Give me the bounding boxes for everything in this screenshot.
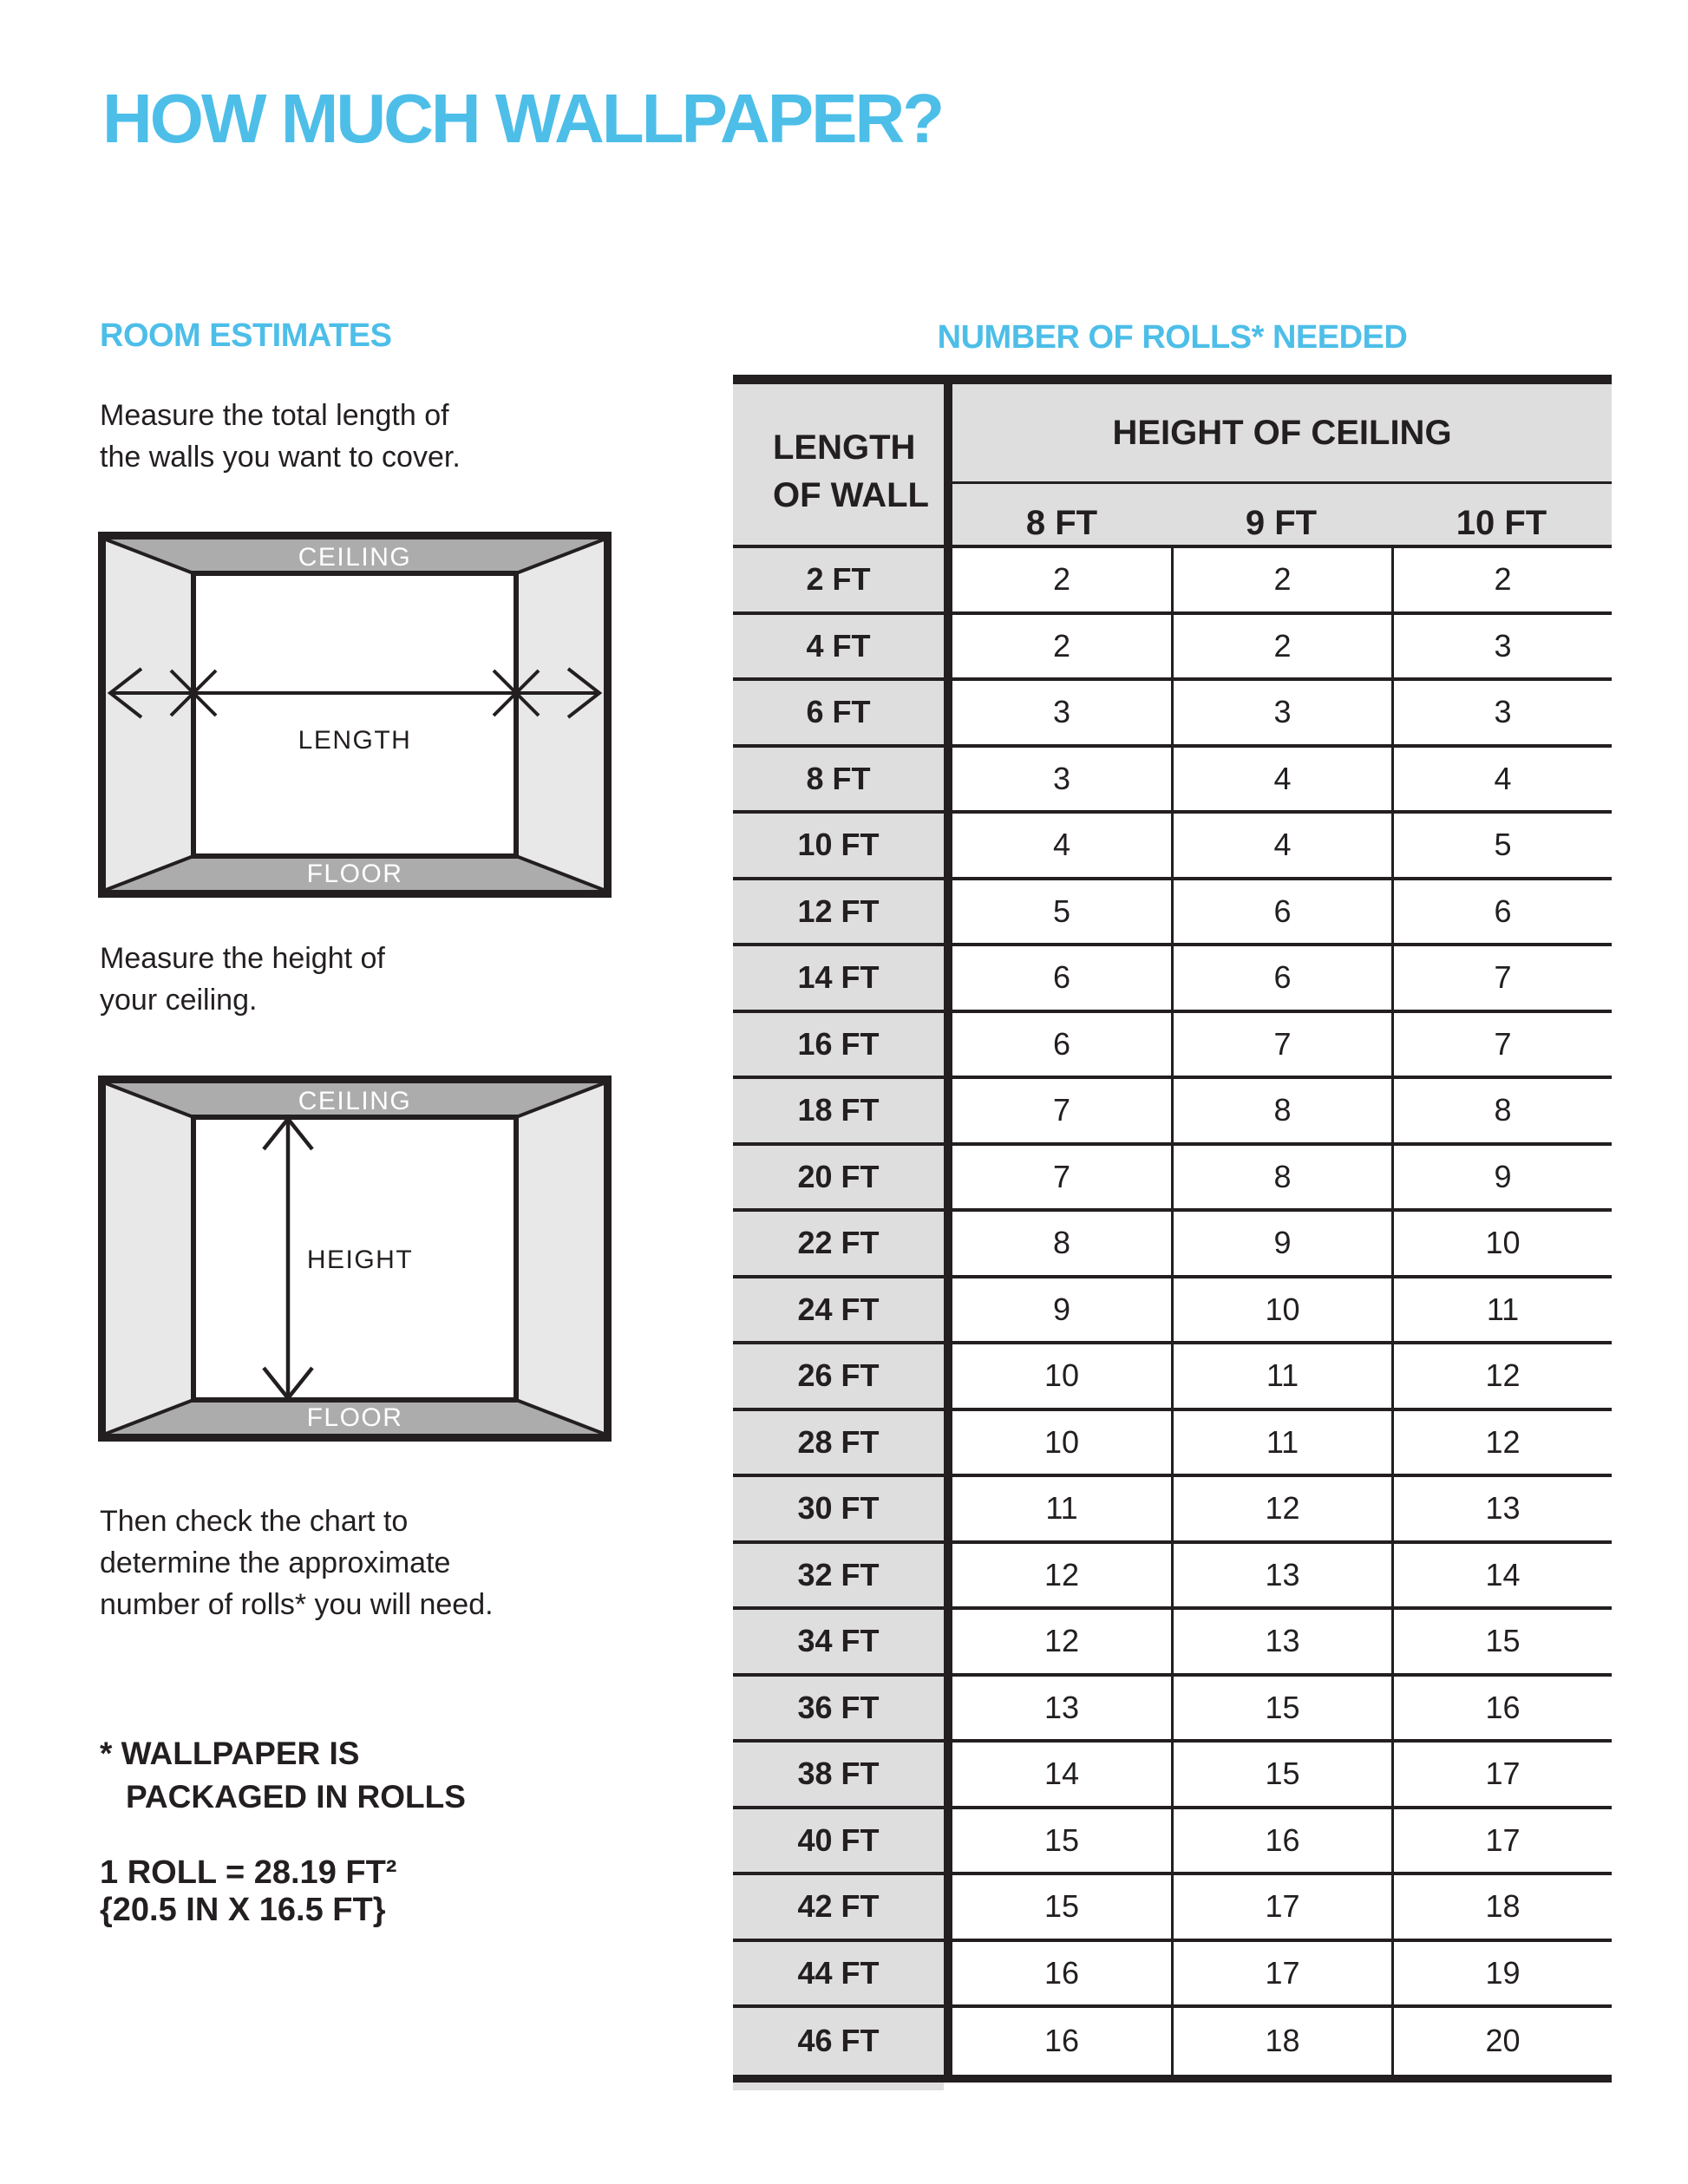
cell-rolls-10ft: 5: [1391, 814, 1612, 877]
cell-rolls-8ft: 11: [1045, 1490, 1078, 1527]
cell-rolls-9ft: 7: [1171, 1013, 1391, 1076]
cell-rolls-9ft: 13: [1171, 1610, 1391, 1673]
left-wall-surface: [106, 539, 193, 890]
room-length-diagram: [98, 532, 612, 898]
instruction-line: Then check the chart to: [100, 1505, 409, 1538]
cell-rolls-8ft: 10: [1044, 1357, 1080, 1394]
row-label-wall-length: 42 FT: [733, 1875, 944, 1939]
cell-rolls-8ft: 2: [1052, 627, 1071, 664]
instruction-line: your ceiling.: [100, 984, 258, 1017]
header-length-line: LENGTH: [773, 428, 916, 467]
table-row: [733, 548, 1612, 615]
rolls-needed-table: [733, 375, 1612, 2090]
cell-rolls-10ft: 17: [1391, 1809, 1612, 1873]
cell-rolls-10ft: 18: [1391, 1875, 1612, 1939]
cell-rolls-10ft: 14: [1391, 1544, 1612, 1607]
roll-dimensions-info: {20.5 IN X 16.5 FT}: [100, 1892, 386, 1928]
header-length-of-wall: [733, 384, 952, 545]
row-label-wall-length: 20 FT: [733, 1146, 944, 1209]
row-label-wall-length: 18 FT: [733, 1079, 944, 1142]
room-height-diagram: [98, 1076, 612, 1442]
column-header-8ft: 8 FT: [1025, 504, 1098, 542]
row-label-wall-length: 26 FT: [733, 1344, 944, 1408]
header-ceiling-group: [952, 384, 1612, 545]
cell-rolls-9ft: 8: [1171, 1146, 1391, 1209]
cell-rolls-8ft: 7: [1052, 1158, 1071, 1194]
row-label-wall-length: 16 FT: [733, 1013, 944, 1076]
table-row: [733, 1013, 1612, 1080]
table-row: [733, 1942, 1612, 2009]
row-label-wall-length: 10 FT: [733, 814, 944, 877]
table-row: [733, 1677, 1612, 1743]
table-row: [733, 615, 1612, 682]
row-label-wall-length: 12 FT: [733, 880, 944, 944]
table-row: [733, 880, 1612, 947]
cell-rolls-9ft: 15: [1171, 1677, 1391, 1740]
row-label-wall-length: 32 FT: [733, 1544, 944, 1607]
table-row: [733, 1146, 1612, 1213]
cell-rolls-8ft: 3: [1052, 760, 1071, 796]
cell-rolls-8ft: 5: [1052, 893, 1071, 929]
section-heading-room-estimates: ROOM ESTIMATES: [100, 317, 392, 354]
cell-rolls-10ft: 6: [1391, 880, 1612, 944]
table-row: [733, 748, 1612, 814]
header-height-of-ceiling: HEIGHT OF CEILING: [1112, 413, 1452, 452]
row-label-wall-length: 28 FT: [733, 1411, 944, 1475]
cell-rolls-8ft: 6: [1052, 1025, 1071, 1062]
row-label-wall-length: 22 FT: [733, 1212, 944, 1275]
cell-rolls-9ft: 10: [1171, 1278, 1391, 1342]
column-header-10ft: 10 FT: [1456, 504, 1547, 542]
table-row: [733, 1344, 1612, 1411]
cell-rolls-10ft: 15: [1391, 1610, 1612, 1673]
cell-rolls-8ft: 15: [1044, 1821, 1080, 1858]
cell-rolls-9ft: 8: [1171, 1079, 1391, 1142]
table-heading: NUMBER OF ROLLS* NEEDED: [937, 319, 1408, 356]
roll-size-info: 1 ROLL = 28.19 FT²: [100, 1854, 397, 1891]
cell-rolls-9ft: 2: [1171, 548, 1391, 611]
cell-rolls-8ft: 2: [1052, 561, 1071, 598]
cell-rolls-8ft: 16: [1044, 2023, 1080, 2059]
cell-rolls-8ft: 15: [1044, 1888, 1080, 1925]
instruction-line: Measure the height of: [100, 942, 385, 975]
row-label-wall-length: 38 FT: [733, 1743, 944, 1806]
row-label-wall-length: 30 FT: [733, 1477, 944, 1540]
instruction-line: number of rolls* you will need.: [100, 1588, 494, 1621]
cell-rolls-8ft: 8: [1052, 1225, 1071, 1261]
cell-rolls-9ft: 11: [1171, 1411, 1391, 1475]
cell-rolls-10ft: 16: [1391, 1677, 1612, 1740]
footnote-wallpaper: * WALLPAPER IS: [100, 1736, 360, 1771]
cell-rolls-9ft: 13: [1171, 1544, 1391, 1607]
cell-rolls-9ft: 2: [1171, 615, 1391, 678]
cell-rolls-10ft: 10: [1391, 1212, 1612, 1275]
table-row: [733, 681, 1612, 748]
cell-rolls-8ft: 3: [1052, 694, 1071, 730]
cell-rolls-8ft: 9: [1052, 1291, 1071, 1327]
row-label-wall-length: 36 FT: [733, 1677, 944, 1740]
cell-rolls-10ft: 12: [1391, 1411, 1612, 1475]
cell-rolls-8ft: 7: [1052, 1092, 1071, 1128]
table-row: [733, 1875, 1612, 1942]
cell-rolls-10ft: 11: [1391, 1278, 1612, 1342]
table-row: [733, 1212, 1612, 1278]
ceiling-label: CEILING: [298, 1087, 412, 1115]
instruction-check-chart: [100, 1501, 494, 1625]
cell-rolls-10ft: 12: [1391, 1344, 1612, 1408]
table-gray-stub: [733, 2083, 944, 2090]
table-row: [733, 1079, 1612, 1146]
cell-rolls-10ft: 7: [1391, 946, 1612, 1010]
row-label-wall-length: 14 FT: [733, 946, 944, 1010]
cell-rolls-10ft: 3: [1391, 681, 1612, 744]
cell-rolls-10ft: 9: [1391, 1146, 1612, 1209]
header-length-line: OF WALL: [773, 476, 929, 514]
row-label-wall-length: 2 FT: [733, 548, 944, 611]
cell-rolls-9ft: 18: [1171, 2008, 1391, 2075]
row-label-wall-length: 24 FT: [733, 1278, 944, 1342]
cell-rolls-10ft: 13: [1391, 1477, 1612, 1540]
cell-rolls-9ft: 3: [1171, 681, 1391, 744]
cell-rolls-10ft: 3: [1391, 615, 1612, 678]
cell-rolls-9ft: 9: [1171, 1212, 1391, 1275]
cell-rolls-9ft: 16: [1171, 1809, 1391, 1873]
table-row: [733, 1544, 1612, 1611]
table-vertical-divider: [944, 384, 952, 2082]
table-row: [733, 1743, 1612, 1809]
table-row: [733, 1477, 1612, 1544]
cell-rolls-8ft: 6: [1052, 959, 1071, 996]
left-wall-surface: [106, 1083, 193, 1434]
header-column-labels: [952, 484, 1612, 545]
floor-label: FLOOR: [306, 1403, 403, 1432]
row-label-wall-length: 46 FT: [733, 2008, 944, 2075]
table-row: [733, 1278, 1612, 1345]
row-label-wall-length: 8 FT: [733, 748, 944, 811]
cell-rolls-9ft: 17: [1171, 1942, 1391, 2005]
instruction-line: Measure the total length of: [100, 399, 449, 432]
table-row: [733, 1809, 1612, 1876]
right-wall-surface: [516, 1083, 604, 1434]
ceiling-label: CEILING: [298, 543, 412, 572]
table-row: [733, 2008, 1612, 2075]
table-row: [733, 946, 1612, 1013]
instruction-measure-length: [100, 395, 461, 478]
row-label-wall-length: 40 FT: [733, 1809, 944, 1873]
cell-rolls-8ft: 4: [1052, 827, 1071, 863]
table-header: [733, 384, 1612, 548]
back-wall: [193, 573, 516, 856]
cell-rolls-10ft: 19: [1391, 1942, 1612, 2005]
table-top-border: [733, 375, 1612, 384]
floor-label: FLOOR: [306, 860, 403, 888]
instruction-line: the walls you want to cover.: [100, 441, 461, 474]
cell-rolls-10ft: 8: [1391, 1079, 1612, 1142]
cell-rolls-10ft: 17: [1391, 1743, 1612, 1806]
cell-rolls-8ft: 13: [1044, 1689, 1080, 1725]
row-label-wall-length: 34 FT: [733, 1610, 944, 1673]
cell-rolls-9ft: 17: [1171, 1875, 1391, 1939]
cell-rolls-9ft: 6: [1171, 946, 1391, 1010]
cell-rolls-10ft: 4: [1391, 748, 1612, 811]
right-wall-surface: [516, 539, 604, 890]
page-title: HOW MUCH WALLPAPER?: [102, 80, 943, 157]
table-body: [733, 548, 1612, 2075]
cell-rolls-8ft: 12: [1044, 1623, 1080, 1659]
row-label-wall-length: 44 FT: [733, 1942, 944, 2005]
cell-rolls-9ft: 12: [1171, 1477, 1391, 1540]
height-label: HEIGHT: [306, 1246, 414, 1274]
row-label-wall-length: 6 FT: [733, 681, 944, 744]
cell-rolls-10ft: 7: [1391, 1013, 1612, 1076]
instruction-measure-height: [100, 938, 385, 1021]
instruction-line: determine the approximate: [100, 1546, 451, 1579]
cell-rolls-8ft: 16: [1044, 1954, 1080, 1991]
cell-rolls-9ft: 4: [1171, 814, 1391, 877]
table-bottom-border: [733, 2075, 1612, 2083]
cell-rolls-9ft: 15: [1171, 1743, 1391, 1806]
footnote-packaged: PACKAGED IN ROLLS: [126, 1779, 466, 1815]
table-row: [733, 814, 1612, 880]
cell-rolls-8ft: 12: [1044, 1556, 1080, 1592]
table-row: [733, 1610, 1612, 1677]
cell-rolls-8ft: 10: [1044, 1423, 1080, 1460]
cell-rolls-10ft: 2: [1391, 548, 1612, 611]
cell-rolls-10ft: 20: [1391, 2008, 1612, 2075]
length-label: LENGTH: [298, 726, 412, 755]
table-row: [733, 1411, 1612, 1478]
column-header-9ft: 9 FT: [1245, 504, 1318, 542]
cell-rolls-9ft: 4: [1171, 748, 1391, 811]
cell-rolls-8ft: 14: [1044, 1756, 1080, 1792]
cell-rolls-9ft: 6: [1171, 880, 1391, 944]
row-label-wall-length: 4 FT: [733, 615, 944, 678]
cell-rolls-9ft: 11: [1171, 1344, 1391, 1408]
